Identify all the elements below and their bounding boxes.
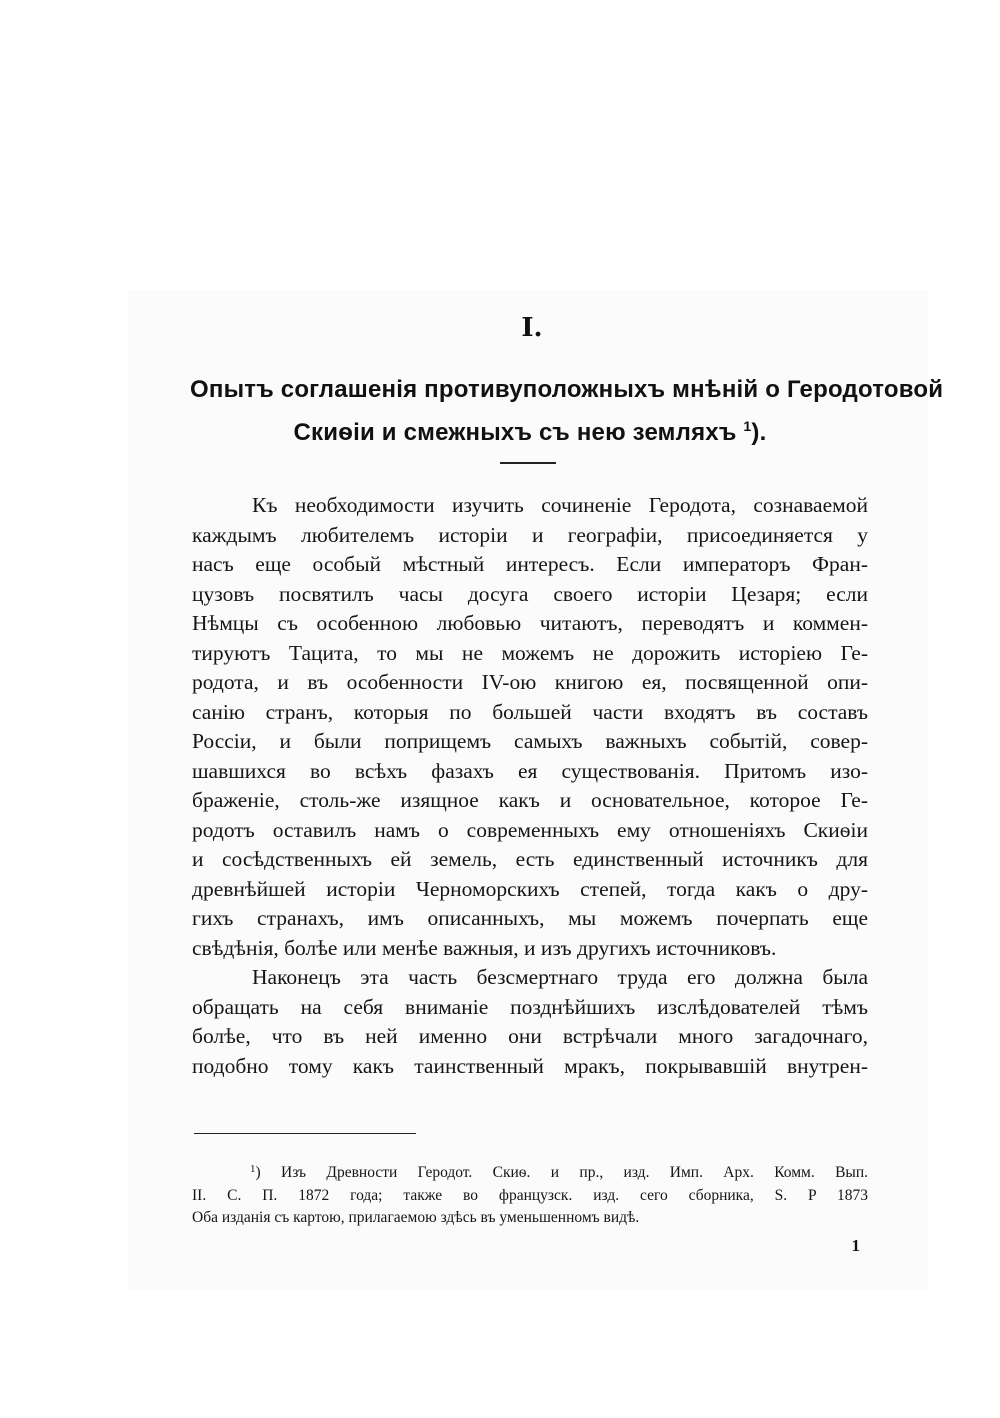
body-text xyxy=(192,491,868,1081)
chapter-title-line-2-text: Скиѳіи и смежныхъ съ нею земляхъ xyxy=(293,419,744,446)
footnote-marker: 1 xyxy=(250,1163,256,1175)
body-line: Нѣмцы съ особенною любовью читаютъ, переводятъ и коммен- xyxy=(192,611,868,635)
footnote-line-1 xyxy=(192,1158,868,1185)
body-line: и сосѣдственныхъ ей земель, есть единственный источникъ для xyxy=(192,847,868,871)
body-line: каждымъ любителемъ исторіи и географіи, присоединяется у xyxy=(192,522,868,547)
footnote-line-2: II. С. П. 1872 года; также во французск. изд. сего сборника, S. P 1873 xyxy=(192,1186,868,1204)
body-line: гихъ странахъ, имъ описанныхъ, мы можемъ почерпать еще xyxy=(192,906,868,930)
body-line: болѣе, что въ ней именно они встрѣчали много загадочнаго, xyxy=(192,1024,868,1048)
body-line: Къ необходимости изучить сочиненіе Геродота, сознаваемой xyxy=(252,493,868,517)
body-line: родота, и въ особенности IV-ою книгою ея, посвященной опи- xyxy=(192,670,868,694)
chapter-title xyxy=(190,372,944,451)
footnote-separator-rule xyxy=(194,1133,416,1134)
chapter-title-end: ). xyxy=(751,419,767,446)
footnote-line-3: Оба изданія съ картою, прилагаемою здѣсь въ уменьшенномъ видѣ. xyxy=(192,1209,640,1226)
body-line: тируютъ Тацита, то мы не можемъ не дорожить исторіею Ге- xyxy=(192,640,868,665)
body-line: цузовъ посвятилъ часы досуга своего исторіи Цезаря; если xyxy=(192,581,868,606)
chapter-number: I. xyxy=(521,313,543,343)
page-number: 1 xyxy=(851,1236,860,1255)
body-line: подобно тому какъ таинственный мракъ, покрывавшій внутрен- xyxy=(192,1053,868,1078)
body-line: древнѣйшей исторіи Черноморскихъ степей, тогда какъ о дру- xyxy=(192,876,868,901)
body-line: родотъ оставилъ намъ о современныхъ ему отношеніяхъ Скиѳіи xyxy=(192,817,868,842)
footnote-line-1-text: ) Изъ Древности Геродот. Скиѳ. и пр., изд. Имп. Арх. Комм. Вып. xyxy=(255,1164,868,1181)
chapter-title-line-1: Опытъ соглашенія противуположныхъ мнѣній о Геродотовой xyxy=(190,376,944,403)
body-line: шавшихся во всѣхъ фазахъ ея существованія. Притомъ изо- xyxy=(192,758,868,783)
body-line: свѣдѣнія, болѣе или менѣе важныя, и изъ другихъ источниковъ. xyxy=(192,935,777,960)
body-line: Наконецъ эта часть безсмертнаго труда его должна была xyxy=(252,965,868,989)
body-line: санію странъ, которыя по большей части входятъ въ составъ xyxy=(192,699,868,724)
title-separator-rule xyxy=(500,462,556,464)
footnote xyxy=(192,1158,868,1230)
body-line: Россіи, и были поприщемъ самыхъ важныхъ событій, совер- xyxy=(192,729,868,753)
body-line: насъ еще особый мѣстный интересъ. Если императоръ Фран- xyxy=(192,552,868,576)
chapter-title-line-2 xyxy=(190,408,870,451)
body-line: браженіе, столь-же изящное какъ и основательное, которое Ге- xyxy=(192,788,868,812)
title-footnote-marker[interactable]: 1 xyxy=(743,418,752,434)
body-line: обращать на себя вниманіе позднѣйшихъ изслѣдователей тѣмъ xyxy=(192,994,868,1019)
